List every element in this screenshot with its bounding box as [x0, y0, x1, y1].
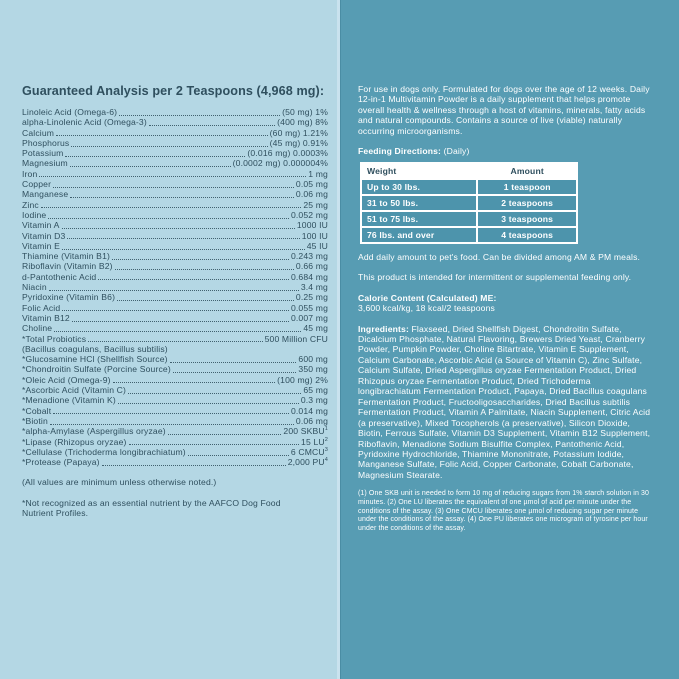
- feeding-directions-heading: [358, 146, 651, 156]
- nutrient-value: 2,000 $PU^4$: [287, 457, 328, 468]
- dot-leader: [118, 403, 299, 404]
- analysis-row: [22, 395, 328, 405]
- nutrient-value: 0.66 mg: [295, 261, 328, 272]
- nutrient-value: 0.06 mg: [295, 415, 328, 426]
- feeding-table-head: [362, 164, 576, 178]
- calorie-content-heading: Calorie Content (Calculated) ME:: [358, 292, 497, 303]
- nutrient-value: 0.25 mg: [295, 292, 328, 303]
- dot-leader: [128, 393, 301, 394]
- dot-leader: [48, 218, 289, 219]
- dot-leader: [70, 197, 294, 198]
- analysis-row: [22, 282, 328, 292]
- nutrient-name: (Bacillus coagulans, Bacillus subtilis): [22, 343, 168, 354]
- nutrient-value: 15 $LU^2$: [301, 436, 328, 447]
- analysis-row: [22, 364, 328, 374]
- nutrient-name: *alpha-Amylase (Aspergillus oryzae): [22, 426, 166, 437]
- analysis-row: [22, 179, 328, 189]
- nutrient-name: Potassium: [22, 148, 64, 159]
- unit-footnote-marker: 4: [324, 457, 328, 464]
- ingredients-paragraph: [358, 324, 651, 481]
- nutrient-name: Vitamin D3: [22, 230, 66, 241]
- add-daily-text: Add daily amount to pet's food. Can be divided among AM & PM meals.: [358, 251, 641, 262]
- nutrient-value: 0.055 mg: [290, 302, 328, 313]
- dot-leader: [173, 372, 297, 373]
- analysis-row: [22, 261, 328, 271]
- feeding-directions-suffix: (Daily): [441, 146, 470, 157]
- analysis-row: [22, 303, 328, 313]
- aafco-note: *Not recognized as an essential nutrient by the AAFCO Dog Food Nutrient Profiles.: [22, 497, 281, 518]
- feeding-directions-label: Feeding Directions:: [358, 146, 442, 157]
- nutrient-name: Vitamin B12: [22, 312, 70, 323]
- amount-column-header: Amount: [478, 164, 576, 178]
- nutrient-value: 3.4 mg: [300, 282, 328, 293]
- nutrient-value: 0.014 mg: [290, 405, 328, 416]
- nutrient-value: 100 IU: [301, 230, 328, 241]
- analysis-row: [22, 169, 328, 179]
- directions-panel: [340, 0, 679, 679]
- analysis-row: [22, 128, 328, 138]
- product-intro-text: For use in dogs only. Formulated for dogs over the age of 12 weeks. Daily 12-in-1 Multivitamin Powder is a daily supplement that helps promote overall health & wellness through a host of vitamins, minerals, fatty acids and natural compounds. Contains a source of live (viable) naturally occurring microorganisms.: [358, 84, 650, 136]
- nutrient-value: 0.052 mg: [290, 209, 328, 220]
- weight-cell: Up to 30 lbs.: [362, 180, 476, 194]
- analysis-row: [22, 107, 328, 117]
- nutrient-name: Niacin: [22, 282, 47, 293]
- nutrient-value: 25 mg: [303, 199, 328, 210]
- analysis-row: [22, 148, 328, 158]
- unit-footnote-marker: 2: [324, 436, 328, 443]
- analysis-row: [22, 323, 328, 333]
- nutrient-name: *Chondroitin Sulfate (Porcine Source): [22, 364, 171, 375]
- dot-leader: [71, 146, 267, 147]
- amount-cell: 3 teaspoons: [478, 212, 576, 226]
- dot-leader: [70, 166, 231, 167]
- dot-leader: [65, 156, 245, 157]
- guaranteed-analysis-title: Guaranteed Analysis per 2 Teaspoons (4,968 mg):: [22, 84, 325, 98]
- table-row: [362, 212, 576, 226]
- nutrient-name: Iron: [22, 168, 38, 179]
- dot-leader: [56, 135, 268, 136]
- nutrient-value: 45 mg: [303, 323, 328, 334]
- nutrient-name: Choline: [22, 323, 53, 334]
- analysis-row: [22, 354, 328, 364]
- analysis-row: [22, 313, 328, 323]
- nutrient-name: d-Pantothenic Acid: [22, 271, 97, 282]
- dot-leader: [50, 424, 294, 425]
- weight-cell: 76 lbs. and over: [362, 228, 476, 242]
- dot-leader: [102, 465, 286, 466]
- nutrient-value: 600 mg: [298, 354, 328, 365]
- analysis-row: [22, 189, 328, 199]
- nutrient-value: 0.06 mg: [295, 189, 328, 200]
- nutrient-name: Magnesium: [22, 158, 68, 169]
- dot-leader: [113, 382, 276, 383]
- table-row: [362, 228, 576, 242]
- nutrient-name: *Biotin: [22, 415, 48, 426]
- nutrient-value: (400 mg) 8%: [277, 117, 328, 128]
- nutrient-value: 0.3 mg: [300, 395, 328, 406]
- minimum-values-note: (All values are minimum unless otherwise noted.): [22, 477, 217, 488]
- dot-leader: [41, 207, 302, 208]
- analysis-row: [22, 272, 328, 282]
- weight-cell: 51 to 75 lbs.: [362, 212, 476, 226]
- dot-leader: [117, 300, 294, 301]
- dot-leader: [129, 444, 300, 445]
- analysis-row: [22, 344, 328, 354]
- dot-leader: [49, 290, 299, 291]
- nutrient-value: 0.243 mg: [290, 251, 328, 262]
- dot-leader: [98, 279, 289, 280]
- nutrient-name: *Menadione (Vitamin K): [22, 395, 116, 406]
- nutrient-value: (45 mg) 0.91%: [269, 137, 328, 148]
- nutrient-name: Iodine: [22, 209, 47, 220]
- unit-footnote-marker: 1: [324, 426, 328, 433]
- nutrient-value: 1000 IU: [296, 220, 328, 231]
- analysis-row: [22, 426, 328, 436]
- nutrient-name: Pyridoxine (Vitamin B6): [22, 292, 116, 303]
- dot-leader: [72, 321, 289, 322]
- nutrient-value: 65 mg: [303, 385, 328, 396]
- nutrient-name: *Cobalt: [22, 405, 52, 416]
- weight-cell: 31 to 50 lbs.: [362, 196, 476, 210]
- nutrient-name: *Protease (Papaya): [22, 457, 100, 468]
- analysis-row: [22, 437, 328, 447]
- dot-leader: [115, 269, 294, 270]
- analysis-row: [22, 251, 328, 261]
- dot-leader: [168, 434, 282, 435]
- nutrient-name: Phosphorus: [22, 137, 70, 148]
- analysis-row: [22, 220, 328, 230]
- analysis-row: [22, 385, 328, 395]
- analysis-row: [22, 210, 328, 220]
- nutrient-name: Calcium: [22, 127, 55, 138]
- guaranteed-analysis-list: [22, 107, 328, 467]
- nutrient-value: 350 mg: [298, 364, 328, 375]
- dot-leader: [62, 249, 305, 250]
- dot-leader: [119, 115, 280, 116]
- nutrient-value: (0.0002 mg) 0.000004%: [232, 158, 328, 169]
- amount-cell: 2 teaspoons: [478, 196, 576, 210]
- unit-definition-footnotes: (1) One SKB unit is needed to form 10 mg of reducing sugars from 1% starch solution in 30 minutes. (2) One LU liberates the equivalent of one µmol of acid per minute under the conditions of the assay. (3) One CMCU liberates one µmol of reducing sugar per minute under the conditions of the assay. (4) One PU liberates one microgram of tyrosine per hour under the conditions of the assay.: [358, 490, 649, 533]
- nutrient-value: (0.016 mg) 0.0003%: [247, 148, 328, 159]
- amount-cell: 1 teaspoon: [478, 180, 576, 194]
- feeding-table-body: [362, 180, 576, 242]
- analysis-row: [22, 117, 328, 127]
- nutrient-name: Copper: [22, 179, 52, 190]
- analysis-row: [22, 292, 328, 302]
- dot-leader: [53, 413, 289, 414]
- feeding-directions-table: [360, 162, 578, 244]
- amount-cell: 4 teaspoons: [478, 228, 576, 242]
- nutrient-name: *Lipase (Rhizopus oryzae): [22, 436, 127, 447]
- nutrient-value: 500 Million CFU: [264, 333, 328, 344]
- unit-footnote-marker: 3: [324, 446, 328, 453]
- dot-leader: [54, 331, 301, 332]
- nutrient-name: Linoleic Acid (Omega-6): [22, 107, 118, 117]
- nutrient-name: Zinc: [22, 199, 39, 210]
- dot-leader: [53, 187, 294, 188]
- analysis-row: [22, 138, 328, 148]
- dot-leader: [39, 176, 306, 177]
- nutrient-value: 0.684 mg: [290, 271, 328, 282]
- nutrient-name: *Cellulase (Trichoderma longibrachiatum): [22, 446, 186, 457]
- table-row: [362, 196, 576, 210]
- nutrient-value: 45 IU: [306, 240, 328, 251]
- nutrient-name: Vitamin E: [22, 240, 60, 251]
- nutrient-name: alpha-Linolenic Acid (Omega-3): [22, 117, 147, 128]
- dot-leader: [88, 341, 262, 342]
- nutrient-name: Manganese: [22, 189, 69, 200]
- dot-leader: [67, 238, 299, 239]
- nutrient-name: *Oleic Acid (Omega-9): [22, 374, 111, 385]
- analysis-row: [22, 416, 328, 426]
- nutrient-value: (60 mg) 1.21%: [269, 127, 328, 138]
- nutrient-value: 0.007 mg: [290, 312, 328, 323]
- analysis-row: [22, 200, 328, 210]
- nutrient-value: 0.05 mg: [295, 179, 328, 190]
- dot-leader: [62, 228, 295, 229]
- analysis-row: [22, 158, 328, 168]
- nutrient-name: Thiamine (Vitamin B1): [22, 251, 111, 262]
- dot-leader: [62, 310, 289, 311]
- weight-column-header: Weight: [362, 164, 476, 178]
- dot-leader: [170, 362, 297, 363]
- calorie-content-value: 3,600 kcal/kg, 18 kcal/2 teaspoons: [358, 303, 495, 314]
- analysis-row: [22, 334, 328, 344]
- nutrient-name: *Glucosamine HCl (Shellfish Source): [22, 354, 168, 365]
- intermittent-feeding-text: This product is intended for intermittent or supplemental feeding only.: [358, 272, 632, 283]
- analysis-row: [22, 406, 328, 416]
- analysis-row: [22, 375, 328, 385]
- nutrient-name: *Ascorbic Acid (Vitamin C): [22, 385, 127, 396]
- nutrient-value: (50 mg) 1%: [282, 107, 328, 117]
- ingredients-label: Ingredients:: [358, 323, 409, 334]
- nutrient-name: Riboflavin (Vitamin B2): [22, 261, 113, 272]
- nutrient-name: Vitamin A: [22, 220, 60, 231]
- dot-leader: [149, 125, 275, 126]
- ingredients-text: Flaxseed, Dried Shellfish Digest, Chondroitin Sulfate, Dicalcium Phosphate, Natural Flavoring, Brewers Dried Yeast, Cranberry Powder, Pumpkin Powder, Choline Bitartrate, Vitamin E Supplement, Calcium Carbonate, Ascorbic Acid (a Source of Vitamin C), Zinc Sulfate, Calcium Sulfate, Dried Aspergillus oryzae Fermentation Product, Dried Rhizopus oryzae Fermentation Product, Dried Trichoderma longibrachiatum Fermentation Product, Papaya, Dried Bacillus coagulans Fermentation Product, Fructooligosaccharides, Dried Bacillus subtilis Fermentation Product, Vitamin A Palmitate, Niacin Supplement, Citric Acid (a preservative), Mixed Tocopherols (a preservative), Silicon Dioxide, Biotin, Ferrous Sulfate, Vitamin D3 Supplement, Vitamin B12 Supplement, Riboflavin, Menadione Sodium Bisulfite Complex, Pantothenic Acid, Pyridoxine Hydrochloride, Thiamine Mononitrate, Potassium Iodide, Manganese Sulfate, Folic Acid, Copper Carbonate, Cobalt Carbonate, Magnesium Stearate.: [358, 323, 651, 480]
- dot-leader: [112, 259, 289, 260]
- dot-leader: [188, 455, 289, 456]
- analysis-row: [22, 241, 328, 251]
- nutrient-name: Folic Acid: [22, 302, 61, 313]
- analysis-row: [22, 447, 328, 457]
- analysis-row: [22, 231, 328, 241]
- feeding-table-header-row: [362, 164, 576, 178]
- nutrient-value: 6 CMCU$^3$: [290, 446, 328, 457]
- calorie-content-block: [358, 293, 651, 314]
- nutrient-value: 200 SKBU$^1$: [283, 426, 328, 437]
- nutrient-value: (100 mg) 2%: [277, 374, 328, 385]
- nutrient-name: *Total Probiotics: [22, 333, 87, 344]
- table-row: [362, 180, 576, 194]
- nutrient-value: 1 mg: [308, 168, 328, 179]
- analysis-row: [22, 457, 328, 467]
